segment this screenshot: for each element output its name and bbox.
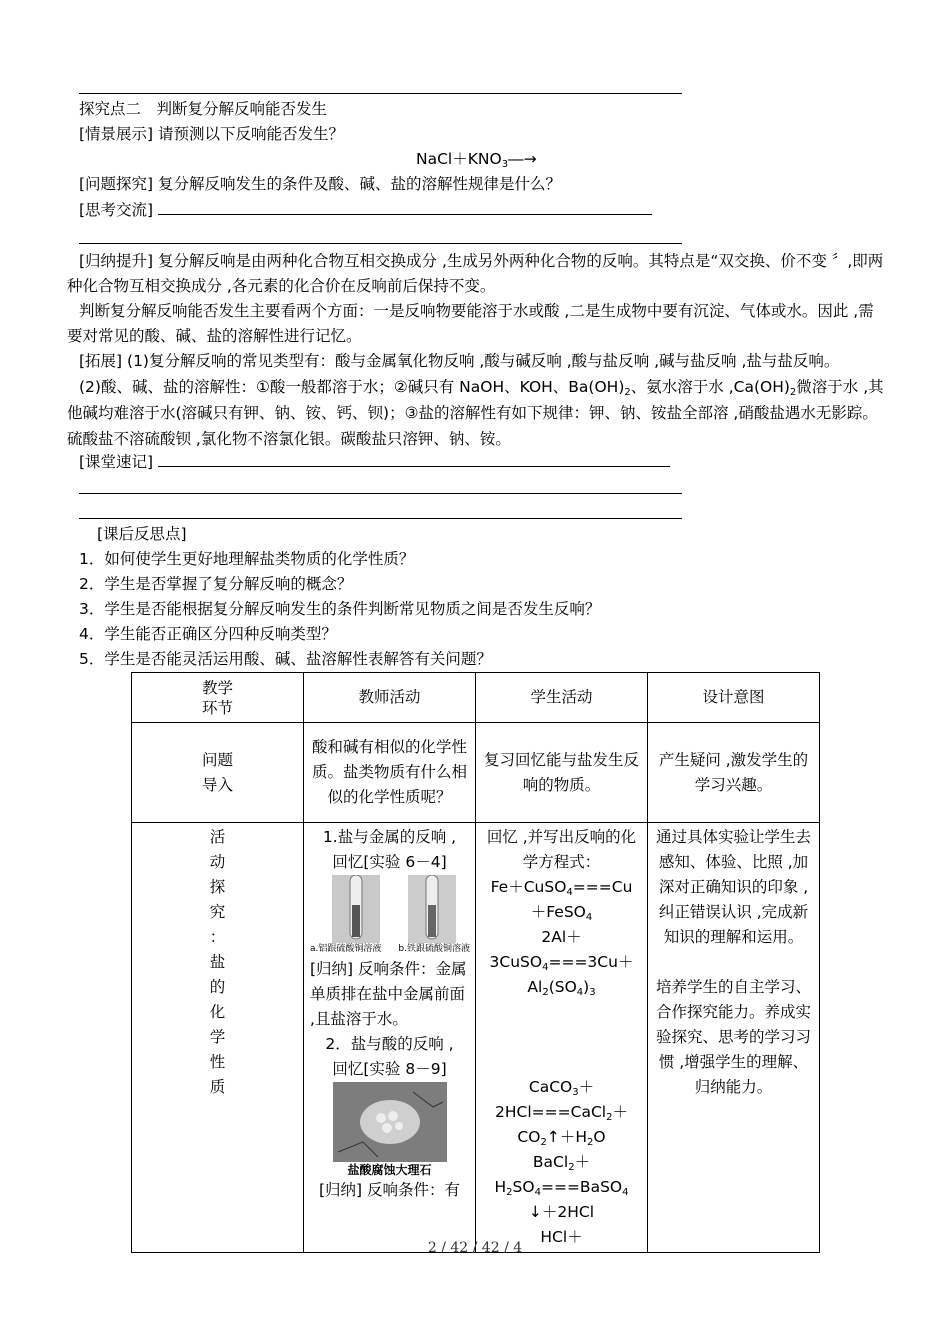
- subscript: 2: [506, 1187, 513, 1198]
- eq-part: ===3Cu＋: [548, 953, 634, 971]
- extend2-part-b: 、氨水溶于水 ,Ca(OH): [630, 378, 790, 396]
- caption-b: b.铁跟硫酸铜溶液: [398, 944, 470, 954]
- teacher-line: [归纳] 反响条件：金属单质排在盐中金属前面 ,且盐溶于水。: [310, 960, 467, 1028]
- eq-part: CaCO: [528, 1078, 573, 1096]
- reflection-item: 2．学生是否掌握了复分解反响的概念？: [79, 575, 353, 593]
- subscript: 2: [540, 1137, 547, 1148]
- equation-arrow: ―→: [508, 150, 537, 168]
- intent-cell: 产生疑问 ,激发学生的学习兴趣。: [648, 723, 820, 823]
- stage-char: 动: [209, 853, 226, 871]
- equation-line: ↓＋2HCl: [528, 1203, 595, 1221]
- equation-line: [482, 1075, 641, 1100]
- equation-line: [482, 1150, 641, 1175]
- header-stage: [132, 673, 304, 723]
- stage-char: 性: [209, 1053, 226, 1071]
- subscript: 4: [566, 887, 573, 898]
- subscript: 3: [572, 1087, 579, 1098]
- header-student: 学生活动: [476, 673, 648, 723]
- extend-item-2: [67, 374, 889, 452]
- page-number: 2 / 42 / 42 / 4: [427, 1240, 523, 1256]
- subscript: 4: [576, 987, 584, 998]
- header-stage-line: 环节: [201, 698, 233, 717]
- reflection-item: 1．如何使学生更好地理解盐类物质的化学性质？: [79, 550, 415, 568]
- subscript: 2: [568, 1162, 575, 1173]
- lesson-table: [131, 672, 820, 1253]
- table-header-row: [132, 673, 820, 723]
- photo-caption: 盐酸腐蚀大理石: [347, 1163, 432, 1177]
- equation-line: [482, 875, 641, 900]
- reflection-item: 4．学生能否正确区分四种反响类型？: [79, 625, 337, 643]
- marble-photo: [333, 1082, 447, 1162]
- equation-line: [482, 975, 641, 1000]
- subscript: 3: [589, 987, 596, 998]
- teacher-line: 2．盐与酸的反响 ,: [325, 1035, 454, 1053]
- stage-char: 探: [209, 878, 226, 896]
- header-intent: 设计意图: [648, 673, 820, 723]
- equation-line: [482, 950, 641, 975]
- extend2-part-a: (2)酸、碱、盐的溶解性：①酸一般都溶于水；②碱只有 NaOH、KOH、Ba(OH): [79, 378, 625, 396]
- stage-char: ：: [209, 928, 226, 946]
- teacher-line: 回忆[实验 6－4]: [332, 853, 447, 871]
- eq-part: ===BaSO: [540, 1178, 623, 1196]
- eq-part: CO: [517, 1128, 541, 1146]
- reflection-title: [课后反思点]: [97, 525, 187, 543]
- subscript: 4: [534, 1187, 541, 1198]
- eq-part: (SO: [548, 978, 577, 996]
- subscript: 2: [606, 1112, 613, 1123]
- eq-part: Fe＋CuSO: [490, 878, 567, 896]
- equation-line: [482, 1175, 641, 1200]
- eq-part: BaCl: [532, 1153, 569, 1171]
- header-stage-line: 教学: [201, 678, 233, 697]
- stage-char: 质: [209, 1078, 226, 1096]
- notes-text: [课堂速记]: [79, 453, 154, 471]
- eq-part: SO: [512, 1178, 535, 1196]
- equation-line: [482, 1125, 641, 1150]
- subscript: 4: [542, 962, 549, 973]
- summary-paragraph: [归纳提升] 复分解反响是由两种化合物互相交换成分 ,生成另外两种化合物的反响。其特点是“双交换、价不变 〞,即两种化合物互相交换成分 ,各元素的化合价在反响前后保持不变。: [67, 252, 884, 295]
- extend-item-1: [拓展] (1)复分解反响的常见类型有：酸与金属氧化物反响 ,酸与碱反响 ,酸与盐反响 ,碱与盐反响 ,盐与盐反响。: [79, 352, 840, 370]
- stage-char: 化: [209, 1003, 226, 1021]
- eq-part: 3CuSO: [489, 953, 543, 971]
- eq-part: ): [583, 978, 590, 996]
- question-label: [问题探究] 复分解反响发生的条件及酸、碱、盐的溶解性规律是什么？: [79, 175, 562, 193]
- notes-label: [79, 452, 670, 472]
- student-line: 回忆 ,并写出反响的化学方程式：: [486, 828, 637, 871]
- reflection-item: 3．学生是否能根据复分解反响发生的条件判断常见物质之间是否发生反响？: [79, 600, 601, 618]
- fill-blank: [158, 452, 670, 467]
- blank-line: [79, 518, 682, 519]
- header-teacher: 教师活动: [304, 673, 476, 723]
- eq-part: 2HCl===CaCl: [495, 1103, 607, 1121]
- caption-a: a.铝跟硫酸铜溶液: [310, 944, 382, 954]
- discuss-label: [79, 200, 652, 220]
- stage-line: 问题: [201, 750, 233, 769]
- test-tube-image: [310, 875, 470, 943]
- subscript: 2: [789, 387, 797, 398]
- eq-part: O: [593, 1128, 606, 1146]
- student-cell: 复习回忆能与盐发生反响的物质。: [476, 723, 648, 823]
- section-heading: 探究点二 判断复分解反响能否发生: [79, 100, 328, 118]
- scenario-label: [情景展示] 请预测以下反响能否发生？: [79, 125, 345, 143]
- extend2-part-c: 微溶于水 ,其他碱均难溶于水(溶碱只有钾、钠、铵、钙、钡)；③盐的溶解性有如下规律：钾、钠、铵盐全部溶 ,硝酸盐遇水无影踪。硫酸盐不溶硫酸钡 ,氯化物不溶氯化银。碳酸盐只溶钾、钠、铵。: [67, 378, 884, 448]
- table-row: [132, 723, 820, 823]
- fill-blank: [158, 200, 652, 215]
- stage-char: 究: [209, 903, 226, 921]
- stage-cell: [132, 823, 304, 1253]
- teacher-line: 1.盐与金属的反响 ,: [322, 828, 457, 846]
- eq-part: Al: [527, 978, 543, 996]
- stage-char: 的: [209, 978, 226, 996]
- stage-char: 活: [209, 828, 226, 846]
- experiment-photo-tubes: [310, 875, 470, 957]
- stage-cell: [132, 723, 304, 823]
- eq-part: ＋FeSO: [530, 903, 586, 921]
- subscript: 2: [624, 387, 631, 398]
- subscript: 4: [622, 1187, 629, 1198]
- teacher-cell: 酸和碱有相似的化学性质。盐类物质有什么相似的化学性质呢？: [304, 723, 476, 823]
- teacher-line: 回忆[实验 8－9]: [332, 1060, 447, 1078]
- teacher-line: [归纳] 反响条件：有: [318, 1181, 461, 1199]
- eq-part: ＋: [612, 1103, 628, 1121]
- equation-line: [482, 900, 641, 925]
- subscript: 3: [501, 159, 509, 170]
- stage-line: 导入: [201, 775, 233, 794]
- eq-part: H: [494, 1178, 507, 1196]
- reflection-item: 5．学生是否能灵活运用酸、碱、盐溶解性表解答有关问题？: [79, 650, 492, 668]
- stage-char: 学: [209, 1028, 226, 1046]
- eq-part: ＋: [578, 1078, 595, 1096]
- stage-char: 盐: [209, 953, 226, 971]
- intent-paragraph: 培养学生的自主学习、合作探究能力。养成实验探究、思考的学习习惯 ,增强学生的理解、归纳能力。: [655, 978, 811, 1096]
- equation-line: 2Al＋: [541, 928, 582, 946]
- table-row: [132, 823, 820, 1253]
- intent-cell: [648, 823, 820, 1253]
- discuss-text: [思考交流]: [79, 201, 154, 219]
- blank-line: [79, 243, 682, 244]
- blank-line: [79, 493, 682, 494]
- blank-line: [79, 93, 682, 94]
- judge-paragraph: 判断复分解反响能否发生主要看两个方面：一是反响物要能溶于水或酸 ,二是生成物中要有沉淀、气体或水。因此 ,需要对常见的酸、碱、盐的溶解性进行记忆。: [67, 302, 874, 345]
- photo-caption: [310, 943, 470, 955]
- equation-lhs: NaCl＋KNO: [416, 150, 502, 168]
- subscript: 2: [542, 987, 549, 998]
- student-cell: [476, 823, 648, 1253]
- reaction-equation: [416, 149, 537, 169]
- equation-line: HCl＋: [540, 1228, 583, 1246]
- subscript: 4: [585, 912, 593, 923]
- equation-line: [482, 1100, 641, 1125]
- eq-part: ↑＋H: [546, 1128, 587, 1146]
- intent-paragraph: 通过具体实验让学生去感知、体验、比照 ,加深对正确知识的印象 ,纠正错误认识 ,完成新知识的理解和运用。: [655, 828, 811, 946]
- eq-part: ＋: [574, 1153, 591, 1171]
- subscript: 2: [586, 1137, 594, 1148]
- teacher-cell: [304, 823, 476, 1253]
- eq-part: ===Cu: [572, 878, 633, 896]
